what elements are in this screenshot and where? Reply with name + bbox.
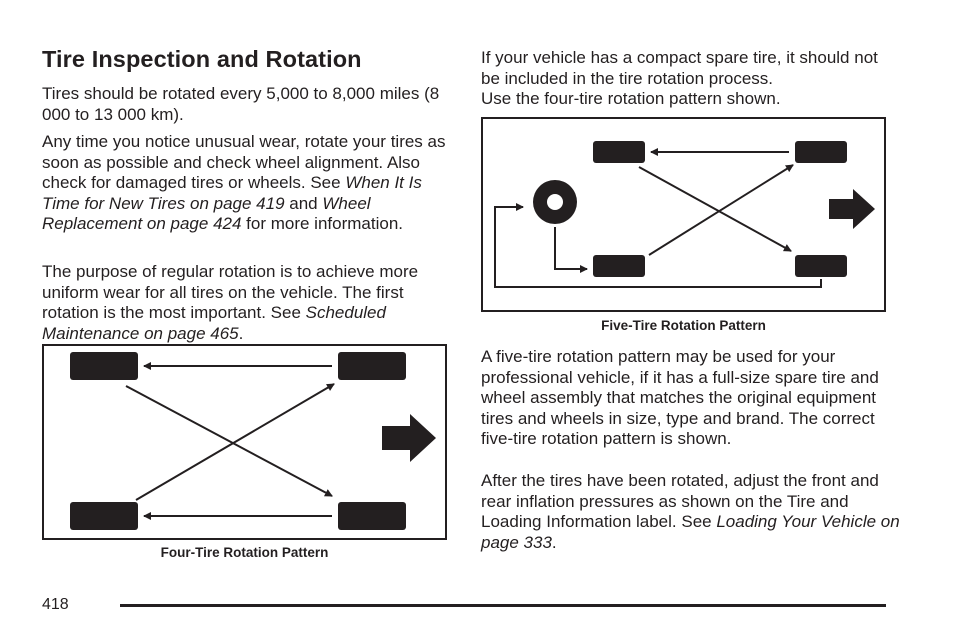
- five-tire-diagram: [481, 117, 886, 312]
- five-tire-paragraph: A five-tire rotation pattern may be used for your professional vehicle, if it has a full-size spare tire and wheel assembly that matches the original equipment tires and wheels in size, type and brand. The correct five-tire rotation pattern is shown.: [481, 347, 879, 449]
- new-tires-link[interactable]: When It Is Time for New Tires on page 419: [42, 173, 422, 213]
- front-right-tire: [338, 352, 406, 380]
- compact-spare-paragraph: If your vehicle has a compact spare tire, it should not be included in the tire rotation process.: [481, 48, 878, 88]
- arrow-rear-left-to-front-right: [136, 384, 334, 500]
- wheel-replacement-link[interactable]: Wheel Replacement on page 424: [42, 193, 371, 234]
- front-left-tire: [593, 141, 645, 163]
- loading-vehicle-link[interactable]: Loading Your Vehicle on page 333: [481, 512, 900, 552]
- rear-right-tire: [338, 502, 406, 530]
- four-tire-diagram: [42, 344, 447, 540]
- front-left-tire: [70, 352, 138, 380]
- front-right-tire: [795, 141, 847, 163]
- unusual-wear-paragraph: [42, 132, 452, 235]
- rear-left-tire: [70, 502, 138, 530]
- section-title: Tire Inspection and Rotation: [42, 46, 362, 72]
- unusual-wear-text-and: and: [284, 193, 323, 213]
- unusual-wear-text-end: for more information.: [241, 214, 403, 234]
- purpose-text-end: .: [238, 323, 244, 343]
- forward-direction-arrow: [382, 414, 436, 462]
- inflation-paragraph: [481, 471, 901, 553]
- scheduled-maintenance-link[interactable]: Scheduled Maintenance on page 465: [42, 303, 386, 343]
- unusual-wear-text: Any time you notice unusual wear, rotate your tires as soon as possible and check wheel alignment. Also check for damaged tires or wheels. See: [42, 132, 446, 193]
- purpose-text: The purpose of regular rotation is to achieve more uniform wear for all tires on the vehicle. The first rotation is the most important. See: [42, 262, 419, 323]
- forward-direction-arrow: [829, 189, 875, 229]
- five-tire-caption: Five-Tire Rotation Pattern: [601, 318, 766, 333]
- spare-tire-hub: [547, 194, 563, 210]
- arrow-spare-to-rear-left: [555, 227, 587, 269]
- inflation-text-end: .: [551, 532, 557, 552]
- rear-left-tire: [593, 255, 645, 277]
- four-tire-caption: Four-Tire Rotation Pattern: [160, 545, 329, 560]
- arrow-rear-left-to-front-right: [649, 165, 793, 255]
- five-tire-diagram-svg: [483, 119, 884, 310]
- purpose-paragraph: [42, 262, 452, 344]
- rear-right-tire: [795, 255, 847, 277]
- page-number: 418: [42, 596, 69, 613]
- inflation-text: After the tires have been rotated, adjust the front and rear inflation pressures as shown on the Tire and Loading Information label. See: [481, 471, 879, 532]
- footer-rule: [120, 604, 886, 607]
- use-four-tire-paragraph: Use the four-tire rotation pattern shown.: [481, 89, 781, 108]
- rotation-interval-paragraph: Tires should be rotated every 5,000 to 8,000 miles (8 000 to 13 000 km).: [42, 84, 440, 124]
- four-tire-diagram-svg: [44, 346, 445, 538]
